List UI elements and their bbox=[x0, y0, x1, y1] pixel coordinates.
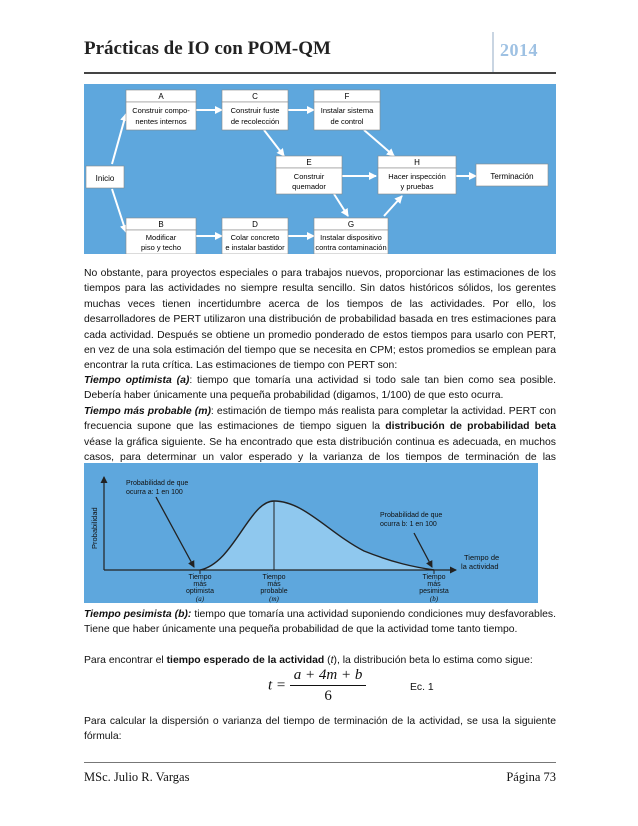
node-c-id: C bbox=[252, 92, 258, 101]
tick-m-symbol: (m) bbox=[269, 595, 279, 603]
pesimista-paragraph bbox=[84, 607, 556, 638]
header-rule bbox=[84, 72, 556, 74]
node-f-line2: de control bbox=[330, 117, 364, 126]
optimista-term: Tiempo optimista (a) bbox=[84, 375, 190, 386]
tick-m-line2: más bbox=[267, 581, 281, 588]
node-a-id: A bbox=[158, 92, 164, 101]
expected-time-formula bbox=[268, 667, 366, 705]
node-h-line2: y pruebas bbox=[400, 182, 434, 191]
node-e-line2: quemador bbox=[292, 182, 326, 191]
esperado-var: t bbox=[330, 655, 334, 666]
header-title: Prácticas de IO con POM-QM bbox=[84, 38, 331, 59]
node-e-id: E bbox=[306, 158, 312, 167]
tick-b-line1: Tiempo bbox=[422, 574, 446, 581]
node-b-line2: piso y techo bbox=[140, 243, 182, 252]
node-c bbox=[222, 90, 288, 130]
node-e bbox=[276, 156, 342, 194]
node-d-line1: Colar concreto bbox=[230, 233, 280, 242]
node-f-id: F bbox=[344, 92, 350, 101]
tick-b-line3: pesimista bbox=[419, 588, 449, 595]
esperado-bold: tiempo esperado de la actividad bbox=[166, 655, 325, 666]
x-axis-label-line1: Tiempo de bbox=[464, 553, 500, 562]
footer-page-number: Página 73 bbox=[506, 770, 556, 784]
node-d-line2: e instalar bastidor bbox=[225, 243, 285, 252]
formula-fraction bbox=[290, 667, 367, 705]
optimista-paragraph bbox=[84, 373, 556, 404]
tick-b-symbol: (b) bbox=[429, 595, 439, 603]
node-g bbox=[314, 218, 388, 254]
node-end-label: Terminación bbox=[490, 172, 534, 181]
node-h-line1: Hacer inspección bbox=[388, 172, 446, 181]
node-c-line2: de recolección bbox=[230, 117, 280, 126]
optimista-text: : tiempo que tomaría una actividad si todo sale tan bien como sea posible. Debería haber únicamente una pequeña probabilidad (digamos, 1/100) de que esto ocurra. bbox=[84, 375, 556, 402]
pesimista-term: Tiempo pesimista (b): bbox=[84, 609, 192, 620]
probable-term: Tiempo más probable (m) bbox=[84, 406, 211, 417]
node-c-line1: Construir fuste bbox=[230, 106, 280, 115]
node-e-line1: Construir bbox=[293, 172, 325, 181]
node-b-line1: Modificar bbox=[145, 233, 177, 242]
ann-right-line2: ocurra b: 1 en 100 bbox=[380, 521, 437, 528]
node-b-id: B bbox=[158, 220, 164, 229]
node-a-line1: Construir compo- bbox=[132, 106, 190, 115]
node-h-id: H bbox=[414, 158, 420, 167]
ann-left-line1: Probabilidad de que bbox=[126, 480, 189, 487]
node-g-line1: Instalar dispositivo bbox=[320, 233, 382, 242]
probable-text-b: véase la gráfica siguiente. Se ha encontrado que esta distribución continua es adecuada, en muchos casos, para determinar un valor esperado y la varianza de los tiempos de terminación de las bbox=[84, 436, 556, 464]
node-a bbox=[126, 90, 196, 130]
node-h bbox=[378, 156, 456, 194]
node-a-line2: nentes internos bbox=[135, 117, 187, 126]
formula-numerator: a + 4m + b bbox=[290, 667, 367, 686]
beta-distribution-graph bbox=[84, 463, 538, 603]
tick-m-line1: Tiempo bbox=[262, 574, 286, 581]
header-year: 2014 bbox=[500, 40, 538, 60]
equation-label: Ec. 1 bbox=[410, 682, 434, 693]
tick-m-line3: probable bbox=[260, 588, 288, 595]
node-start-label: Inicio bbox=[95, 174, 115, 183]
probable-bold: distribución de probabilidad beta bbox=[385, 421, 556, 433]
formula-lhs: t = bbox=[268, 677, 287, 694]
pesimista-text: tiempo que tomaría una actividad suponiendo condiciones muy desfavorables. Tiene que haber únicamente una pequeña probabilidad de que la actividad tome tanto tiempo. bbox=[84, 609, 556, 636]
esperado-text-b: ( bbox=[324, 655, 331, 666]
node-g-id: G bbox=[347, 220, 355, 229]
node-b bbox=[126, 218, 196, 254]
ann-left-line2: ocurra a: 1 en 100 bbox=[126, 489, 183, 496]
pert-network-diagram bbox=[84, 84, 556, 254]
varianza-paragraph: Para calcular la dispersión o varianza del tiempo de terminación de la actividad, se usa la siguiente fórmula: bbox=[84, 716, 556, 743]
esperado-text-a: Para encontrar el bbox=[84, 655, 167, 666]
tick-a-line2: más bbox=[193, 581, 207, 588]
tick-a-symbol: (a) bbox=[195, 595, 205, 603]
intro-paragraph: No obstante, para proyectos especiales o para trabajos nuevos, proporcionar las estimaciones de los tiempos para las actividades no siempre resulta sencillo. Sin datos históricos sólidos, los gerentes muchas veces tienen incertidumbre acerca de los tiempos de las actividades. Por ello, los desarrolladores de PERT utilizaron una distribución de probabilidad basada en tres estimaciones para cada actividad. Después se obtiene un promedio ponderado de estos tiempos para usarlo con PERT, en vez de una sola estimación del tiempo que se necesita en CPM; estos promedios se emplean para encontrar la ruta crítica. Las estimaciones de tiempo con PERT son: bbox=[84, 268, 556, 372]
formula-denominator: 6 bbox=[324, 688, 332, 704]
header-divider bbox=[492, 32, 494, 72]
esperado-text-c: ), la distribución beta lo estima como sigue: bbox=[333, 655, 533, 666]
probable-text-a: : estimación de tiempo más realista para completar la actividad. PERT con frecuencia supone que las estimaciones de tiempo siguen la bbox=[84, 406, 556, 433]
y-axis-label: Probabilidad bbox=[90, 507, 99, 549]
tick-a-line3: optimista bbox=[185, 588, 215, 595]
tick-b-line2: más bbox=[427, 581, 441, 588]
node-d bbox=[222, 218, 288, 254]
node-d-id: D bbox=[252, 220, 258, 229]
footer-author: MSc. Julio R. Vargas bbox=[84, 770, 190, 784]
tick-a-line1: Tiempo bbox=[188, 574, 212, 581]
node-f bbox=[314, 90, 380, 130]
footer-rule bbox=[84, 762, 556, 763]
x-axis-label-line2: la actividad bbox=[461, 562, 499, 571]
node-f-line1: Instalar sistema bbox=[320, 106, 374, 115]
node-g-line2: contra contaminación bbox=[315, 243, 387, 252]
ann-right-line1: Probabilidad de que bbox=[380, 512, 443, 519]
